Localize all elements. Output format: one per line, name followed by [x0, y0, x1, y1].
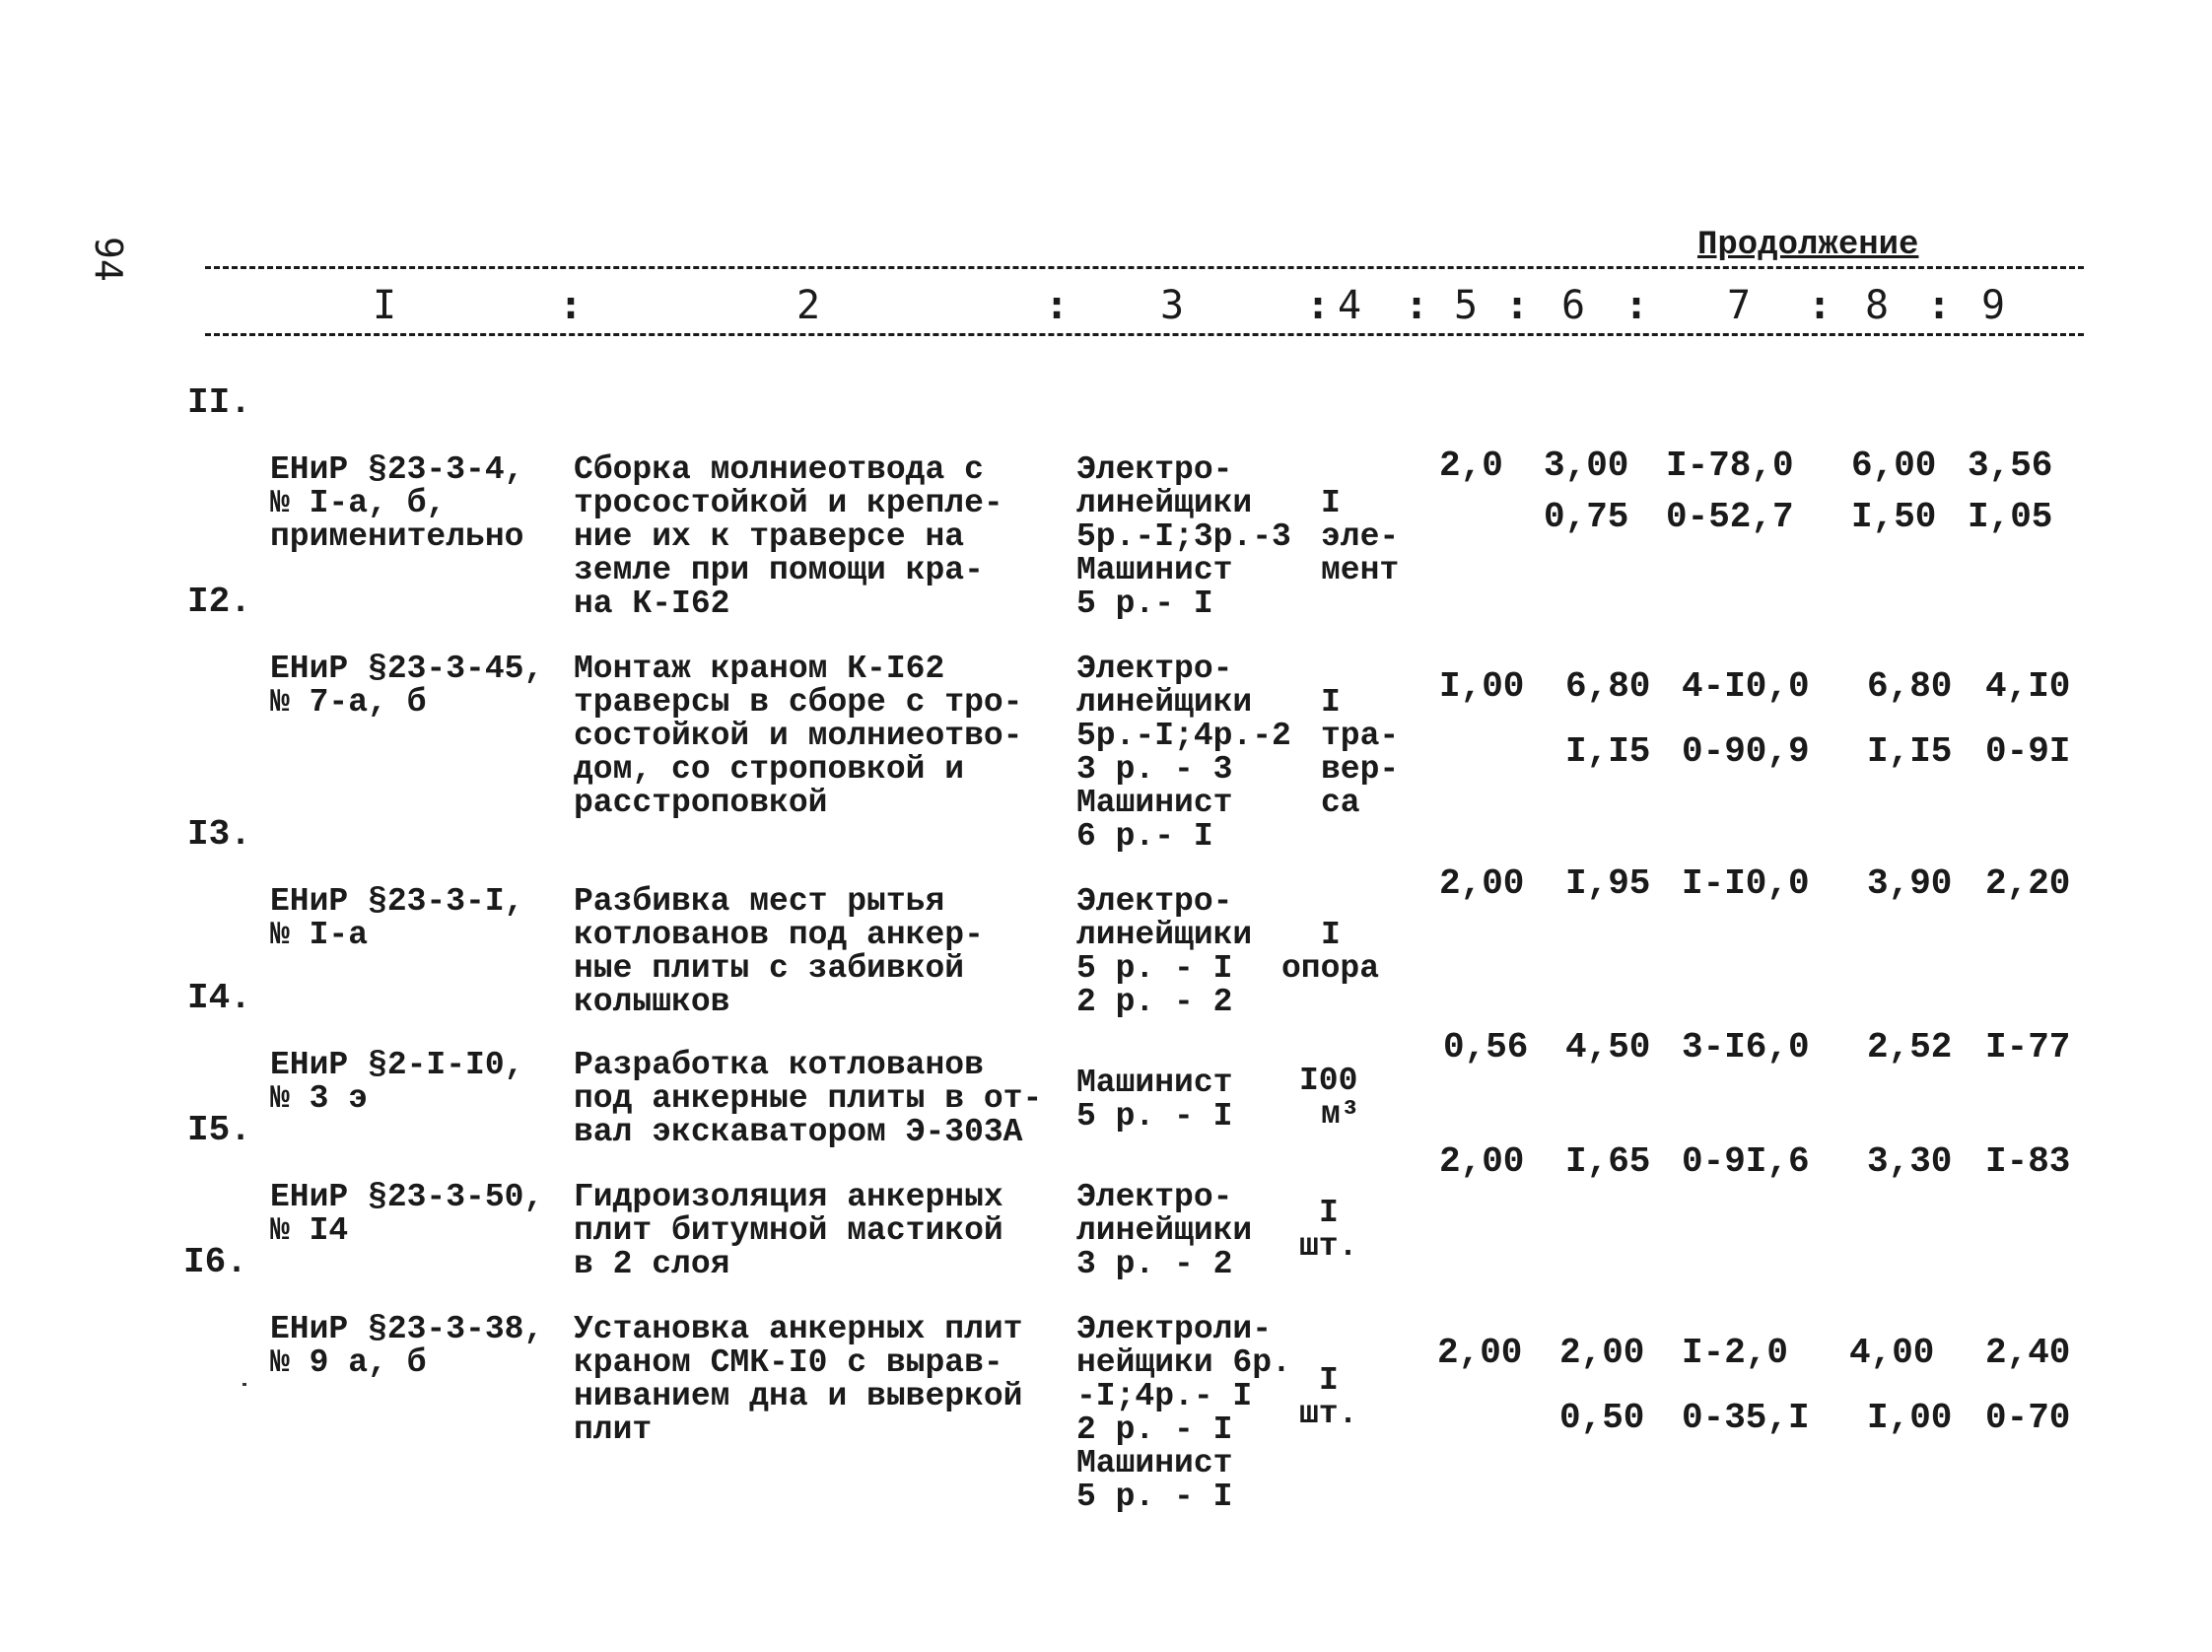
row-number: I3.	[187, 814, 251, 855]
row-crew: Электроли- нейщики 6р. -I;4р.- I 2 р. - I Машинист 5 р. - I	[1076, 1311, 1291, 1515]
col-header-2: 2	[796, 283, 821, 328]
row-col7: 4-I0,0	[1682, 666, 1810, 707]
row-col9: 0-70	[1985, 1398, 2071, 1438]
row-crew: Машинист 5 р. - I	[1076, 1065, 1233, 1135]
row-col7: 0-52,7	[1666, 497, 1794, 537]
row-number: I5.	[187, 1110, 251, 1150]
row-col5: 2,0	[1439, 446, 1503, 486]
row-crew: Электро- линейщики 5р.-I;4р.-2 3 р. - 3 Машинист 6 р.- I	[1076, 651, 1291, 855]
row-col7: 0-90,9	[1682, 731, 1810, 772]
row-reference: ЕНиР §23-3-I, № I-а	[270, 883, 524, 953]
row-col8: 6,00	[1851, 446, 1937, 486]
row-col7: I-78,0	[1666, 446, 1794, 486]
page-number: 94	[87, 237, 130, 282]
row-col9: 2,40	[1985, 1333, 2071, 1373]
row-col8: 2,52	[1867, 1027, 1953, 1067]
row-number: I2.	[187, 582, 251, 622]
row-unit: I эле- мент	[1321, 485, 1400, 588]
row-col7: I-2,0	[1682, 1333, 1789, 1373]
row-reference: ЕНиР §23-3-50, № I4	[270, 1179, 544, 1249]
row-col5: 2,00	[1437, 1333, 1523, 1373]
row-crew: Электро- линейщики 5р.-I;3р.-3 Машинист 5 р.- I	[1076, 451, 1291, 622]
header-top-rule	[205, 266, 2084, 269]
row-description: Установка анкерных плит краном СМК-I0 с вырав- ниванием дна и выверкой плит	[574, 1311, 1023, 1448]
row-col8: I,I5	[1867, 731, 1953, 772]
row-col6: 6,80	[1565, 666, 1651, 707]
row-description: Монтаж краном К-I62 траверсы в сборе с тро- состойкой и молниеотво- дом, со строповкой и расстроповкой	[574, 651, 1023, 821]
row-col6: 0,75	[1544, 497, 1629, 537]
row-col8: 3,90	[1867, 863, 1953, 904]
col-header-3: 3	[1160, 283, 1185, 328]
row-col5: 2,00	[1439, 1141, 1525, 1182]
row-col6: 2,00	[1559, 1333, 1645, 1373]
col-header-1: I	[373, 283, 397, 328]
scan-speck	[242, 1383, 246, 1386]
row-unit: I опора	[1281, 917, 1380, 987]
row-unit: I шт.	[1299, 1195, 1358, 1265]
row-col8: I,50	[1851, 497, 1937, 537]
col-header-6: 6	[1561, 283, 1586, 328]
header-bottom-rule	[205, 333, 2084, 336]
row-reference: ЕНиР §23-3-38, № 9 а, б	[270, 1311, 544, 1381]
row-number: I6.	[183, 1242, 247, 1282]
col-header-9: 9	[1981, 283, 2006, 328]
row-col8: 4,00	[1849, 1333, 1935, 1373]
row-description: Разбивка мест рытья котлованов под анкер- ные плиты с забивкой колышков	[574, 883, 984, 1020]
row-col7: I-I0,0	[1682, 863, 1810, 904]
row-crew: Электро- линейщики 5 р. - I 2 р. - 2	[1076, 883, 1253, 1020]
row-description: Сборка молниеотвода с тросостойкой и крепле- ние их к траверсе на земле при помощи кра- на К-I62	[574, 451, 1003, 622]
col-separator: :	[1808, 283, 1832, 328]
col-header-7: 7	[1727, 283, 1752, 328]
row-col5: I,00	[1439, 666, 1525, 707]
col-separator: :	[1624, 283, 1649, 328]
row-description: Гидроизоляция анкерных плит битумной мастикой в 2 слоя	[574, 1179, 1003, 1282]
row-col6: 0,50	[1559, 1398, 1645, 1438]
row-col9: I-83	[1985, 1141, 2071, 1182]
row-col9: 3,56	[1968, 446, 2053, 486]
row-col6: 4,50	[1565, 1027, 1651, 1067]
row-col9: I,05	[1968, 497, 2053, 537]
row-col6: I,65	[1565, 1141, 1651, 1182]
row-col9: 4,I0	[1985, 666, 2071, 707]
col-separator: :	[1405, 283, 1429, 328]
row-col8: I,00	[1867, 1398, 1953, 1438]
row-unit: I шт.	[1299, 1362, 1358, 1432]
row-unit: I00 м³	[1299, 1063, 1360, 1133]
row-col6: 3,00	[1544, 446, 1629, 486]
col-header-4: 4	[1338, 283, 1362, 328]
row-col6: I,95	[1565, 863, 1651, 904]
row-reference: ЕНиР §2-I-I0, № 3 э	[270, 1047, 524, 1117]
row-col7: 3-I6,0	[1682, 1027, 1810, 1067]
row-reference: ЕНиР §23-3-45, № 7-а, б	[270, 651, 544, 721]
row-col8: 6,80	[1867, 666, 1953, 707]
col-header-8: 8	[1865, 283, 1890, 328]
col-separator: :	[1045, 283, 1070, 328]
col-separator: :	[1306, 283, 1331, 328]
row-col9: 0-9I	[1985, 731, 2071, 772]
row-col9: I-77	[1985, 1027, 2071, 1067]
row-col7: 0-35,I	[1682, 1398, 1810, 1438]
col-header-5: 5	[1454, 283, 1479, 328]
col-separator: :	[559, 283, 584, 328]
continuation-label: Продолжение	[1697, 227, 1919, 264]
row-number: II.	[187, 382, 251, 423]
row-col7: 0-9I,6	[1682, 1141, 1810, 1182]
row-col6: I,I5	[1565, 731, 1651, 772]
row-col9: 2,20	[1985, 863, 2071, 904]
col-separator: :	[1927, 283, 1952, 328]
row-col5: 2,00	[1439, 863, 1525, 904]
row-col8: 3,30	[1867, 1141, 1953, 1182]
row-unit: I тра- вер- са	[1321, 684, 1400, 821]
row-reference: ЕНиР §23-3-4, № I-а, б, применительно	[270, 451, 524, 555]
col-separator: :	[1505, 283, 1530, 328]
row-description: Разработка котлованов под анкерные плиты в от- вал экскаватором Э-303А	[574, 1047, 1043, 1150]
row-col5: 0,56	[1443, 1027, 1529, 1067]
row-crew: Электро- линейщики 3 р. - 2	[1076, 1179, 1253, 1282]
row-number: I4.	[187, 978, 251, 1018]
